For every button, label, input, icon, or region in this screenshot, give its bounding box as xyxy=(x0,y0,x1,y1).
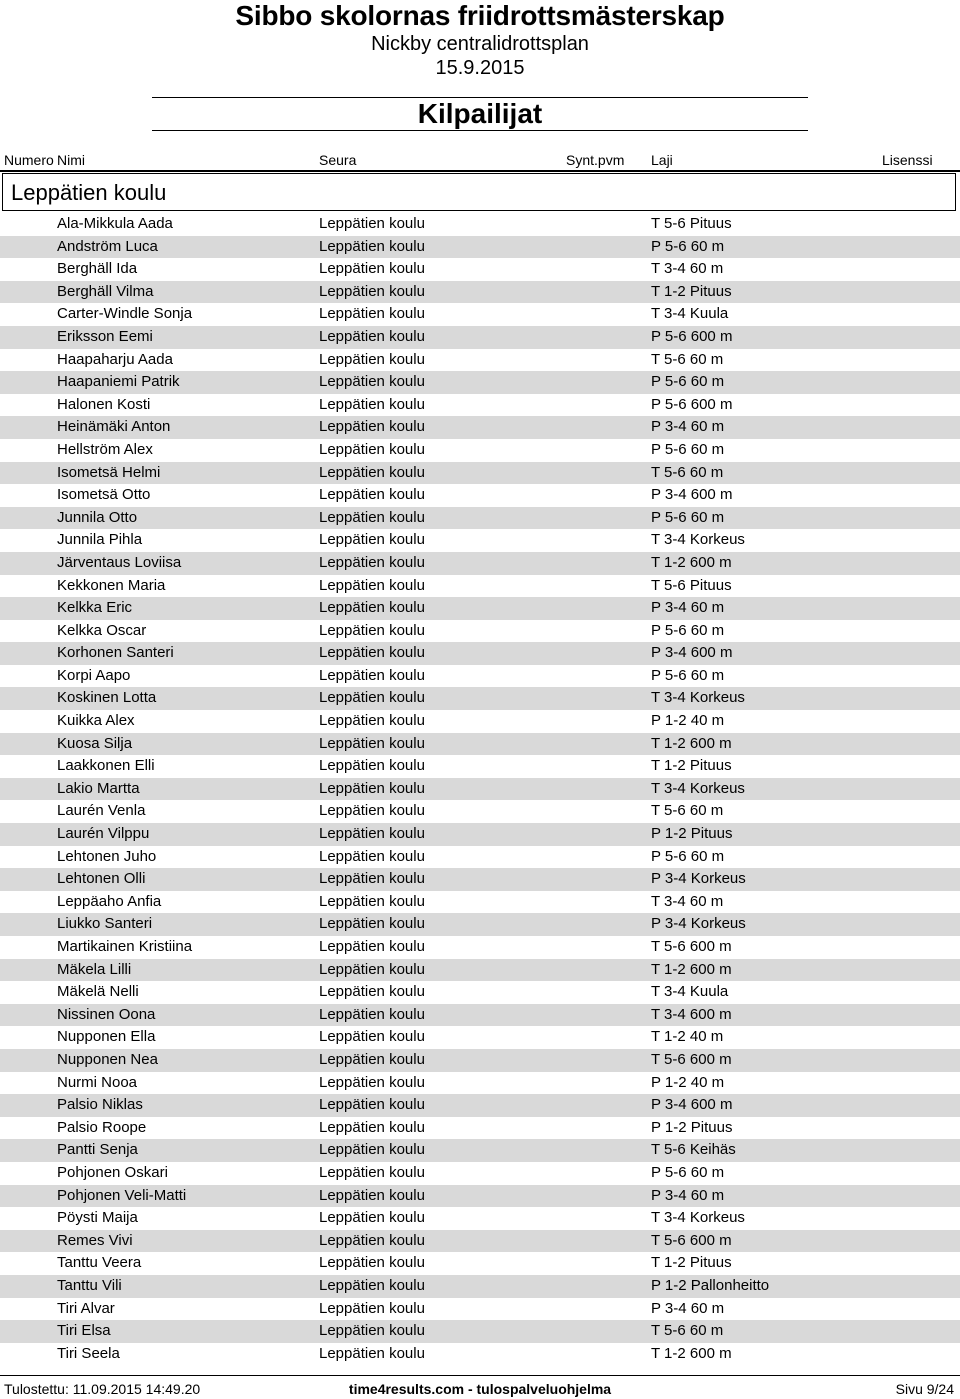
participant-event: P 1-2 Pallonheitto xyxy=(651,1276,770,1294)
participant-name: Isometsä Helmi xyxy=(57,463,161,481)
participant-event: P 5-6 600 m xyxy=(651,395,733,413)
column-header-license: Lisenssi xyxy=(882,152,933,168)
participant-event: T 1-2 Pituus xyxy=(651,282,732,300)
participant-event: T 3-4 60 m xyxy=(651,260,724,278)
table-row xyxy=(0,303,960,326)
participant-name: Tanttu Veera xyxy=(57,1254,142,1272)
table-row xyxy=(0,529,960,552)
table-row xyxy=(0,1139,960,1162)
table-row xyxy=(0,1275,960,1298)
participant-event: T 3-4 Korkeus xyxy=(651,689,745,707)
participant-name: Laurén Vilppu xyxy=(57,825,150,843)
participant-name: Nupponen Ella xyxy=(57,1028,156,1046)
participant-name: Pöysti Maija xyxy=(57,1209,138,1227)
table-row xyxy=(0,733,960,756)
participant-club: Leppätien koulu xyxy=(319,983,425,1001)
participant-event: P 3-4 600 m xyxy=(651,644,733,662)
participant-club: Leppätien koulu xyxy=(319,802,425,820)
participant-club: Leppätien koulu xyxy=(319,666,425,684)
participant-event: T 5-6 60 m xyxy=(651,350,724,368)
table-row xyxy=(0,213,960,236)
participant-name: Palsio Roope xyxy=(57,1118,147,1136)
participant-club: Leppätien koulu xyxy=(319,350,425,368)
table-row xyxy=(0,891,960,914)
software-credit: time4results.com - tulospalveluohjelma xyxy=(348,1381,612,1397)
participant-club: Leppätien koulu xyxy=(319,1231,425,1249)
participant-club: Leppätien koulu xyxy=(319,1209,425,1227)
participant-name: Andström Luca xyxy=(57,237,158,255)
participant-name: Eriksson Eemi xyxy=(57,327,153,345)
participant-event: P 3-4 600 m xyxy=(651,486,733,504)
participant-club: Leppätien koulu xyxy=(319,215,425,232)
event-title: Sibbo skolornas friidrottsmästerskap xyxy=(235,0,725,31)
participant-name: Berghäll Ida xyxy=(57,260,138,278)
participant-event: T 1-2 600 m xyxy=(651,553,732,571)
table-row xyxy=(0,959,960,982)
participant-name: Leppäaho Anfia xyxy=(57,892,162,910)
participant-club: Leppätien koulu xyxy=(319,915,425,933)
participant-club: Leppätien koulu xyxy=(319,847,425,865)
venue-name: Nickby centralidrottsplan xyxy=(371,33,589,55)
participant-name: Kekkonen Maria xyxy=(57,576,166,594)
participant-name: Lakio Martta xyxy=(57,779,140,797)
participant-name: Berghäll Vilma xyxy=(57,282,154,300)
table-row xyxy=(0,416,960,439)
table-row xyxy=(0,642,960,665)
table-row xyxy=(0,913,960,936)
participant-name: Tiri Seela xyxy=(57,1344,120,1362)
participant-event: P 1-2 40 m xyxy=(651,712,725,730)
participant-club: Leppätien koulu xyxy=(319,1322,425,1340)
participant-event: P 1-2 Pituus xyxy=(651,825,733,843)
participant-club: Leppätien koulu xyxy=(319,870,425,888)
table-row xyxy=(0,1162,960,1185)
participant-club: Leppätien koulu xyxy=(319,599,425,617)
table-row xyxy=(0,349,960,372)
table-row xyxy=(0,687,960,710)
participant-name: Palsio Niklas xyxy=(57,1096,143,1114)
table-row xyxy=(0,665,960,688)
participant-name: Nurmi Nooa xyxy=(57,1073,138,1091)
participant-club: Leppätien koulu xyxy=(319,282,425,300)
column-header-event: Laji xyxy=(651,152,673,168)
table-row xyxy=(0,1026,960,1049)
participant-club: Leppätien koulu xyxy=(319,689,425,707)
participant-event: T 1-2 600 m xyxy=(651,734,732,752)
participant-event: T 3-4 Korkeus xyxy=(651,779,745,797)
participant-list xyxy=(0,213,960,1365)
participant-club: Leppätien koulu xyxy=(319,892,425,910)
participant-club: Leppätien koulu xyxy=(319,260,425,278)
table-row xyxy=(0,281,960,304)
participant-club: Leppätien koulu xyxy=(319,1254,425,1272)
column-header-rule xyxy=(0,170,960,172)
participant-name: Tiri Elsa xyxy=(57,1322,111,1340)
participant-name: Tanttu Vili xyxy=(57,1276,122,1294)
participant-club: Leppätien koulu xyxy=(319,1118,425,1136)
participant-club: Leppätien koulu xyxy=(319,237,425,255)
participant-club: Leppätien koulu xyxy=(319,1276,425,1294)
participant-event: T 5-6 60 m xyxy=(651,1322,724,1340)
participant-name: Liukko Santeri xyxy=(57,915,153,933)
column-header-birthdate: Synt.pvm xyxy=(566,152,625,168)
table-row xyxy=(0,981,960,1004)
participant-name: Laurén Venla xyxy=(57,802,146,820)
participant-name: Kelkka Oscar xyxy=(57,621,147,639)
participant-name: Mäkela Lilli xyxy=(57,960,132,978)
participant-name: Haapaharju Aada xyxy=(57,350,173,368)
participant-name: Pohjonen Oskari xyxy=(57,1163,168,1181)
participant-club: Leppätien koulu xyxy=(319,1299,425,1317)
table-row xyxy=(0,258,960,281)
participant-event: P 1-2 Pituus xyxy=(651,1118,733,1136)
participant-club: Leppätien koulu xyxy=(319,373,425,391)
participant-name: Kuikka Alex xyxy=(57,712,135,730)
participant-event: P 1-2 40 m xyxy=(651,1073,725,1091)
participant-name: Junnila Otto xyxy=(57,508,138,526)
participant-event: P 3-4 Korkeus xyxy=(651,915,746,933)
table-row xyxy=(0,326,960,349)
participant-event: T 5-6 600 m xyxy=(651,1050,732,1068)
participant-event: T 1-2 40 m xyxy=(651,1028,724,1046)
participant-club: Leppätien koulu xyxy=(319,1028,425,1046)
participant-club: Leppätien koulu xyxy=(319,553,425,571)
table-row xyxy=(0,868,960,891)
participant-name: Isometsä Otto xyxy=(57,486,151,504)
participant-event: P 3-4 600 m xyxy=(651,1096,733,1114)
table-row xyxy=(0,1185,960,1208)
participant-club: Leppätien koulu xyxy=(319,712,425,730)
participant-name: Pantti Senja xyxy=(57,1141,138,1159)
participant-club: Leppätien koulu xyxy=(319,486,425,504)
participant-name: Ala-Mikkula Aada xyxy=(57,215,173,232)
participant-club: Leppätien koulu xyxy=(319,938,425,955)
participant-club: Leppätien koulu xyxy=(319,327,425,345)
participant-name: Carter-Windle Sonja xyxy=(57,305,193,323)
participant-club: Leppätien koulu xyxy=(319,395,425,413)
participant-name: Laakkonen Elli xyxy=(57,757,155,775)
participant-event: T 1-2 600 m xyxy=(651,960,732,978)
participant-name: Koskinen Lotta xyxy=(57,689,157,707)
table-row xyxy=(0,1049,960,1072)
table-row xyxy=(0,1004,960,1027)
participant-club: Leppätien koulu xyxy=(319,734,425,752)
table-row xyxy=(0,552,960,575)
section-title: Leppätien koulu xyxy=(11,180,167,205)
table-row xyxy=(0,462,960,485)
participant-event: P 5-6 60 m xyxy=(651,666,725,684)
participant-event: P 5-6 60 m xyxy=(651,621,725,639)
participant-name: Nissinen Oona xyxy=(57,1005,156,1023)
table-row xyxy=(0,507,960,530)
participant-name: Korpi Aapo xyxy=(57,666,131,684)
participant-name: Mäkelä Nelli xyxy=(57,983,139,1001)
participant-name: Hellström Alex xyxy=(57,440,153,458)
participant-club: Leppätien koulu xyxy=(319,1050,425,1068)
table-row xyxy=(0,620,960,643)
participant-event: T 5-6 Keihäs xyxy=(651,1141,736,1159)
participant-club: Leppätien koulu xyxy=(319,825,425,843)
table-row xyxy=(0,1207,960,1230)
participant-event: T 5-6 60 m xyxy=(651,463,724,481)
participant-club: Leppätien koulu xyxy=(319,508,425,526)
column-header-club: Seura xyxy=(319,152,357,168)
title-rule-bottom xyxy=(152,130,808,131)
participant-club: Leppätien koulu xyxy=(319,1073,425,1091)
participant-club: Leppätien koulu xyxy=(319,1005,425,1023)
participant-club: Leppätien koulu xyxy=(319,1096,425,1114)
participant-club: Leppätien koulu xyxy=(319,305,425,323)
table-row xyxy=(0,1117,960,1140)
table-row xyxy=(0,1072,960,1095)
table-row xyxy=(0,710,960,733)
column-header-name: Nimi xyxy=(57,152,85,168)
participant-event: P 5-6 60 m xyxy=(651,508,725,526)
participant-club: Leppätien koulu xyxy=(319,1186,425,1204)
table-row xyxy=(0,823,960,846)
event-date: 15.9.2015 xyxy=(435,57,525,79)
participant-club: Leppätien koulu xyxy=(319,1344,425,1362)
table-row xyxy=(0,1343,960,1366)
participant-club: Leppätien koulu xyxy=(319,1141,425,1159)
participant-event: T 5-6 60 m xyxy=(651,802,724,820)
participant-event: P 3-4 60 m xyxy=(651,599,725,617)
table-row xyxy=(0,236,960,259)
participant-event: P 5-6 60 m xyxy=(651,237,725,255)
participant-name: Remes Vivi xyxy=(57,1231,133,1249)
participant-event: P 5-6 60 m xyxy=(651,373,725,391)
table-row xyxy=(0,936,960,959)
participant-name: Korhonen Santeri xyxy=(57,644,174,662)
table-row xyxy=(0,800,960,823)
participant-event: T 1-2 600 m xyxy=(651,1344,732,1362)
table-row xyxy=(0,1320,960,1343)
participant-club: Leppätien koulu xyxy=(319,779,425,797)
table-row xyxy=(0,1298,960,1321)
participant-club: Leppätien koulu xyxy=(319,644,425,662)
column-header-number: Numero xyxy=(4,152,54,168)
participant-event: T 5-6 Pituus xyxy=(651,215,732,232)
participant-name: Tiri Alvar xyxy=(57,1299,115,1317)
table-row xyxy=(0,846,960,869)
table-row xyxy=(0,597,960,620)
participant-event: P 3-4 60 m xyxy=(651,1299,725,1317)
participant-event: T 3-4 Kuula xyxy=(651,983,729,1001)
table-row xyxy=(0,439,960,462)
participant-club: Leppätien koulu xyxy=(319,757,425,775)
participant-event: T 5-6 600 m xyxy=(651,938,732,955)
participant-event: T 3-4 Korkeus xyxy=(651,1209,745,1227)
participant-club: Leppätien koulu xyxy=(319,440,425,458)
table-row xyxy=(0,371,960,394)
participant-event: P 3-4 Korkeus xyxy=(651,870,746,888)
participant-event: T 3-4 600 m xyxy=(651,1005,732,1023)
participant-event: P 5-6 600 m xyxy=(651,327,733,345)
table-row xyxy=(0,755,960,778)
participant-event: T 3-4 60 m xyxy=(651,892,724,910)
page-number: Sivu 9/24 xyxy=(895,1381,954,1397)
participant-name: Lehtonen Olli xyxy=(57,870,146,888)
participant-event: P 3-4 60 m xyxy=(651,1186,725,1204)
table-row xyxy=(0,575,960,598)
participant-name: Junnila Pihla xyxy=(57,531,143,549)
participant-event: P 3-4 60 m xyxy=(651,418,725,436)
participant-event: P 5-6 60 m xyxy=(651,1163,725,1181)
participant-event: T 5-6 Pituus xyxy=(651,576,732,594)
participant-name: Nupponen Nea xyxy=(57,1050,158,1068)
participant-club: Leppätien koulu xyxy=(319,418,425,436)
participant-event: T 1-2 Pituus xyxy=(651,1254,732,1272)
participant-name: Järventaus Loviisa xyxy=(57,553,182,571)
participant-event: T 1-2 Pituus xyxy=(651,757,732,775)
participant-club: Leppätien koulu xyxy=(319,463,425,481)
participant-event: T 3-4 Korkeus xyxy=(651,531,745,549)
participant-club: Leppätien koulu xyxy=(319,576,425,594)
table-row xyxy=(0,1094,960,1117)
table-row xyxy=(0,484,960,507)
table-row xyxy=(0,394,960,417)
participant-name: Heinämäki Anton xyxy=(57,418,171,436)
participant-club: Leppätien koulu xyxy=(319,960,425,978)
printed-timestamp: Tulostettu: 11.09.2015 14:49.20 xyxy=(4,1381,201,1397)
report-title: Kilpailijat xyxy=(417,98,543,129)
participant-name: Pohjonen Veli-Matti xyxy=(57,1186,187,1204)
table-row xyxy=(0,1252,960,1275)
participant-event: P 5-6 60 m xyxy=(651,847,725,865)
participant-name: Kuosa Silja xyxy=(57,734,133,752)
footer-rule xyxy=(0,1375,960,1376)
table-row xyxy=(0,1230,960,1253)
participant-club: Leppätien koulu xyxy=(319,1163,425,1181)
table-row xyxy=(0,778,960,801)
participant-club: Leppätien koulu xyxy=(319,531,425,549)
section-header xyxy=(2,173,956,211)
participant-name: Halonen Kosti xyxy=(57,395,151,413)
participant-name: Haapaniemi Patrik xyxy=(57,373,180,391)
participant-name: Martikainen Kristiina xyxy=(57,938,193,955)
participant-event: T 3-4 Kuula xyxy=(651,305,729,323)
participant-club: Leppätien koulu xyxy=(319,621,425,639)
participant-name: Kelkka Eric xyxy=(57,599,133,617)
participant-event: P 5-6 60 m xyxy=(651,440,725,458)
participant-event: T 5-6 600 m xyxy=(651,1231,732,1249)
participant-name: Lehtonen Juho xyxy=(57,847,157,865)
